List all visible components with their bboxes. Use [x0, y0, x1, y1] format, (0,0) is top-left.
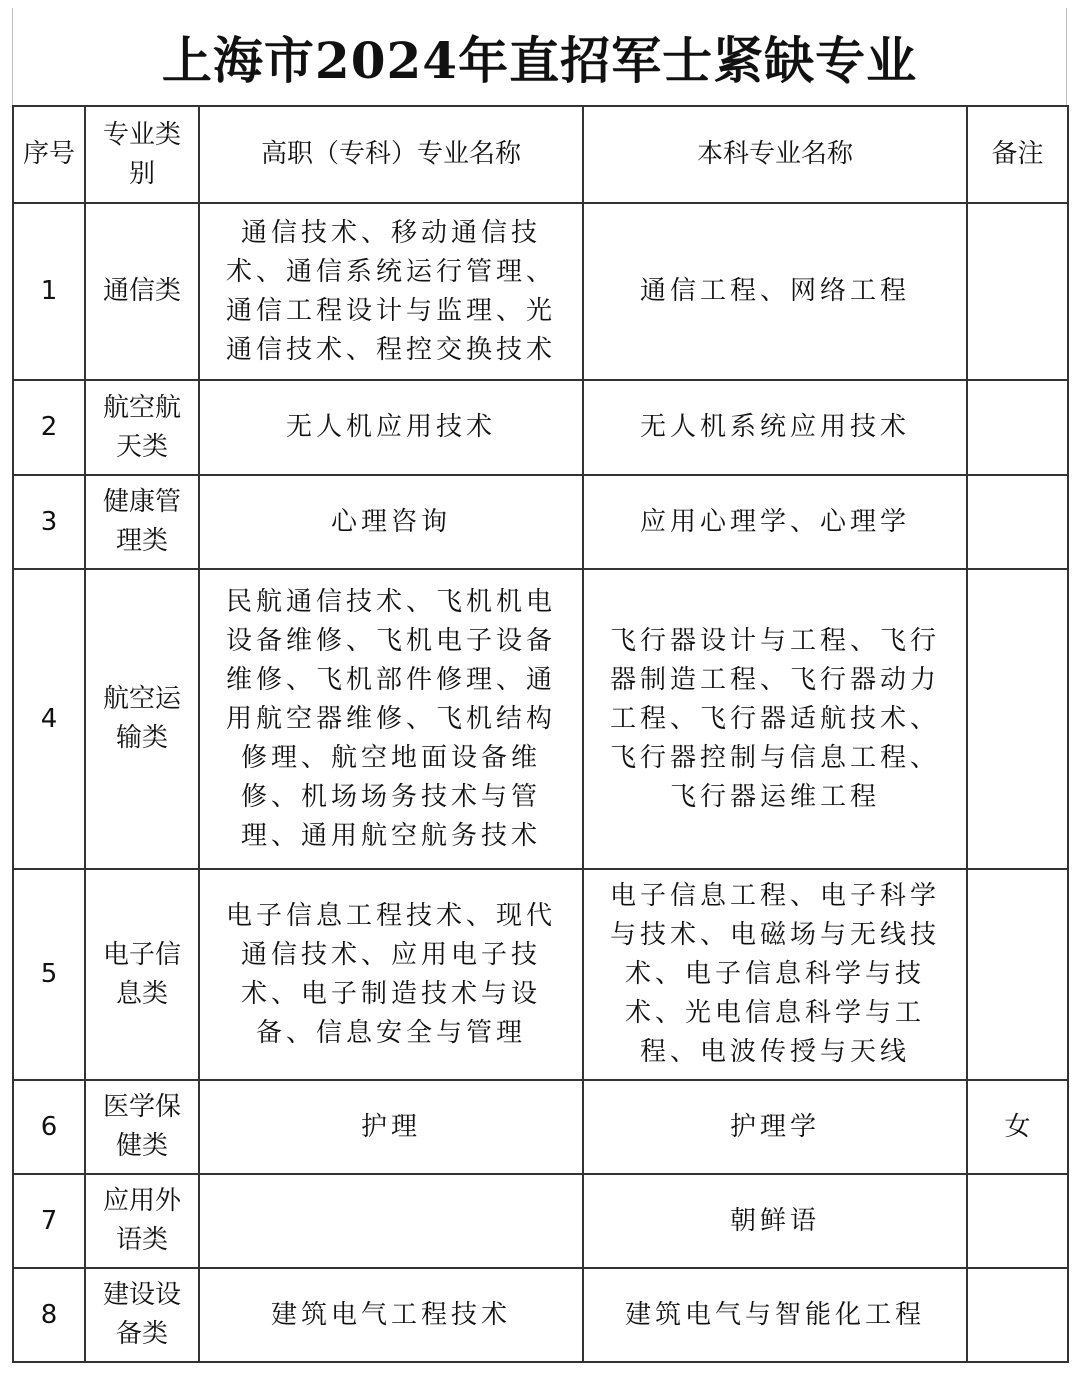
- row-category: 电子信息类: [85, 869, 199, 1080]
- row-undergraduate: 朝鲜语: [583, 1174, 967, 1268]
- row-undergraduate: 无人机系统应用技术: [583, 380, 967, 475]
- row-number: 2: [13, 380, 85, 475]
- row-vocational: 建筑电气工程技术: [199, 1268, 583, 1362]
- table-row: [13, 475, 1068, 569]
- row-note: 女: [967, 1080, 1068, 1174]
- header-category: 专业类别: [85, 106, 199, 203]
- page-title: 上海市2024年直招军士紧缺专业: [161, 30, 918, 90]
- row-category: 健康管理类: [85, 475, 199, 569]
- row-note: [967, 203, 1068, 380]
- title-box: [12, 8, 1067, 105]
- table-row: [13, 1268, 1068, 1362]
- table-row: [13, 1080, 1068, 1174]
- row-vocational: 无人机应用技术: [199, 380, 583, 475]
- row-number: 1: [13, 203, 85, 380]
- row-undergraduate: 电子信息工程、电子科学与技术、电磁场与无线技术、电子信息科学与技术、光电信息科学与工程、电波传授与天线: [583, 869, 967, 1080]
- row-undergraduate: 飞行器设计与工程、飞行器制造工程、飞行器动力工程、飞行器适航技术、飞行器控制与信息工程、飞行器运维工程: [583, 569, 967, 869]
- header-no: 序号: [13, 106, 85, 203]
- row-vocational: 心理咨询: [199, 475, 583, 569]
- table-row: [13, 203, 1068, 380]
- row-number: 5: [13, 869, 85, 1080]
- row-note: [967, 1174, 1068, 1268]
- majors-table: [12, 105, 1069, 1363]
- row-number: 8: [13, 1268, 85, 1362]
- row-note: [967, 475, 1068, 569]
- table-row: [13, 380, 1068, 475]
- row-vocational: [199, 1174, 583, 1268]
- row-category: 航空运输类: [85, 569, 199, 869]
- table-row: [13, 869, 1068, 1080]
- header-note: 备注: [967, 106, 1068, 203]
- header-undergraduate: 本科专业名称: [583, 106, 967, 203]
- row-note: [967, 380, 1068, 475]
- row-vocational: 民航通信技术、飞机机电设备维修、飞机电子设备维修、飞机部件修理、通用航空器维修、飞机结构修理、航空地面设备维修、机场场务技术与管理、通用航空航务技术: [199, 569, 583, 869]
- header-vocational: 高职（专科）专业名称: [199, 106, 583, 203]
- row-number: 4: [13, 569, 85, 869]
- table-row: [13, 1174, 1068, 1268]
- row-vocational: 通信技术、移动通信技术、通信系统运行管理、通信工程设计与监理、光通信技术、程控交换技术: [199, 203, 583, 380]
- row-undergraduate: 建筑电气与智能化工程: [583, 1268, 967, 1362]
- row-category: 医学保健类: [85, 1080, 199, 1174]
- row-note: [967, 869, 1068, 1080]
- row-category: 建设设备类: [85, 1268, 199, 1362]
- row-note: [967, 569, 1068, 869]
- row-category: 航空航天类: [85, 380, 199, 475]
- row-number: 3: [13, 475, 85, 569]
- row-undergraduate: 护理学: [583, 1080, 967, 1174]
- row-number: 6: [13, 1080, 85, 1174]
- header-row: [13, 106, 1068, 203]
- row-note: [967, 1268, 1068, 1362]
- row-category: 通信类: [85, 203, 199, 380]
- row-category: 应用外语类: [85, 1174, 199, 1268]
- row-vocational: 护理: [199, 1080, 583, 1174]
- row-undergraduate: 应用心理学、心理学: [583, 475, 967, 569]
- row-number: 7: [13, 1174, 85, 1268]
- table-row: [13, 569, 1068, 869]
- row-vocational: 电子信息工程技术、现代通信技术、应用电子技术、电子制造技术与设备、信息安全与管理: [199, 869, 583, 1080]
- row-undergraduate: 通信工程、网络工程: [583, 203, 967, 380]
